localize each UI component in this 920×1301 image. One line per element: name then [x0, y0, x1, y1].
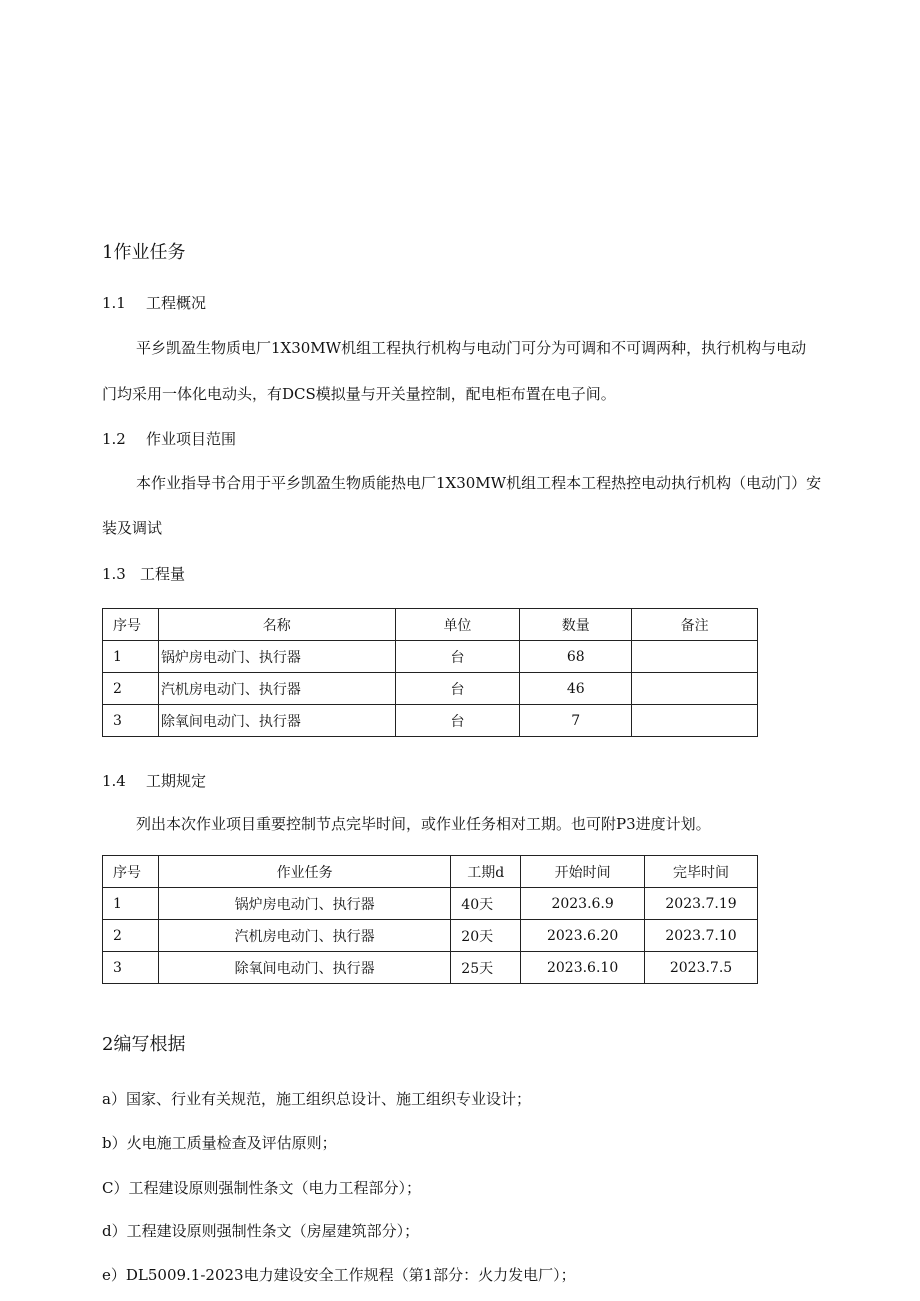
table-row: [103, 952, 758, 984]
table-cell: 除氧间电动门、执行器: [158, 705, 395, 737]
table-header: 单位: [395, 609, 520, 641]
subsection-number: 1.2: [102, 430, 126, 448]
table-header: 作业任务: [158, 856, 450, 888]
table-cell: 汽机房电动门、执行器: [158, 920, 450, 952]
table-cell: 46: [520, 673, 632, 705]
table-header-row: [103, 856, 758, 888]
section-2-title: 2编写根据: [102, 1034, 186, 1055]
table-row: [103, 888, 758, 920]
table-cell: [632, 673, 758, 705]
paragraph-line: 列出本次作业项目重要控制节点完毕时间，或作业任务相对工期。也可附P3进度计划。: [136, 815, 711, 833]
table-row: [103, 673, 758, 705]
table-cell: 2: [103, 920, 159, 952]
table-cell: 台: [395, 673, 520, 705]
subsection-number: 1.1: [102, 294, 126, 312]
table-cell: 3: [103, 952, 159, 984]
table-cell: 除氧间电动门、执行器: [158, 952, 450, 984]
table-cell: 2023.7.5: [645, 952, 758, 984]
list-item: b）火电施工质量检查及评估原则；: [102, 1134, 337, 1152]
subsection-1-3-heading: [102, 563, 185, 584]
table-cell: 2023.6.20: [521, 920, 645, 952]
table-cell: 锅炉房电动门、执行器: [158, 888, 450, 920]
table-cell: 3: [103, 705, 159, 737]
subsection-1-4-heading: [102, 770, 206, 791]
paragraph-line: 平乡凯盈生物质电厂1X30MW机组工程执行机构与电动门可分为可调和不可调两种，执行机构与电动: [136, 339, 807, 357]
table-header-row: [103, 609, 758, 641]
table-cell: 汽机房电动门、执行器: [158, 673, 395, 705]
subsection-1-1-heading: [102, 292, 206, 313]
table-cell: 2023.6.10: [521, 952, 645, 984]
table-cell: [632, 705, 758, 737]
subsection-number: 1.4: [102, 772, 126, 790]
table-header: 完毕时间: [645, 856, 758, 888]
list-item: e）DL5009.1-2023电力建设安全工作规程（第1部分：火力发电厂）；: [102, 1266, 576, 1284]
table-header: 工期d: [451, 856, 521, 888]
table-header: 备注: [632, 609, 758, 641]
paragraph-line: 本作业指导书合用于平乡凯盈生物质能热电厂1X30MW机组工程本工程热控电动执行机构（电动门）安: [136, 474, 822, 492]
table-cell: 台: [395, 641, 520, 673]
table-cell: 40天: [451, 888, 521, 920]
schedule-table: [102, 855, 758, 984]
table-header: 序号: [103, 609, 159, 641]
table-row: [103, 641, 758, 673]
table-cell: 68: [520, 641, 632, 673]
subsection-1-2-heading: [102, 428, 236, 449]
table-cell: 1: [103, 641, 159, 673]
list-item: d）工程建设原则强制性条文（房屋建筑部分）；: [102, 1222, 420, 1240]
list-item: C）工程建设原则强制性条文（电力工程部分）；: [102, 1179, 421, 1197]
table-cell: 2023.7.19: [645, 888, 758, 920]
subsection-title: 工程概况: [146, 294, 207, 312]
table-cell: 2023.6.9: [521, 888, 645, 920]
table-cell: 25天: [451, 952, 521, 984]
subsection-title: 工期规定: [146, 772, 207, 790]
table-header: 开始时间: [521, 856, 645, 888]
subsection-title: 工程量: [140, 565, 186, 583]
table-row: [103, 920, 758, 952]
quantity-table: [102, 608, 758, 737]
table-cell: 2: [103, 673, 159, 705]
subsection-number: 1.3: [102, 565, 126, 583]
table-cell: 20天: [451, 920, 521, 952]
table-cell: 1: [103, 888, 159, 920]
table-cell: 锅炉房电动门、执行器: [158, 641, 395, 673]
table-header: 名称: [158, 609, 395, 641]
table-header: 序号: [103, 856, 159, 888]
table-row: [103, 705, 758, 737]
paragraph-line: 装及调试: [102, 519, 163, 537]
paragraph-line: 门均采用一体化电动头，有DCS模拟量与开关量控制，配电柜布置在电子间。: [102, 385, 616, 403]
section-1-title: 1作业任务: [102, 242, 186, 263]
table-header: 数量: [520, 609, 632, 641]
subsection-title: 作业项目范围: [146, 430, 237, 448]
table-cell: 2023.7.10: [645, 920, 758, 952]
table-cell: 7: [520, 705, 632, 737]
list-item: a）国家、行业有关规范，施工组织总设计、施工组织专业设计；: [102, 1090, 531, 1108]
table-cell: [632, 641, 758, 673]
table-cell: 台: [395, 705, 520, 737]
